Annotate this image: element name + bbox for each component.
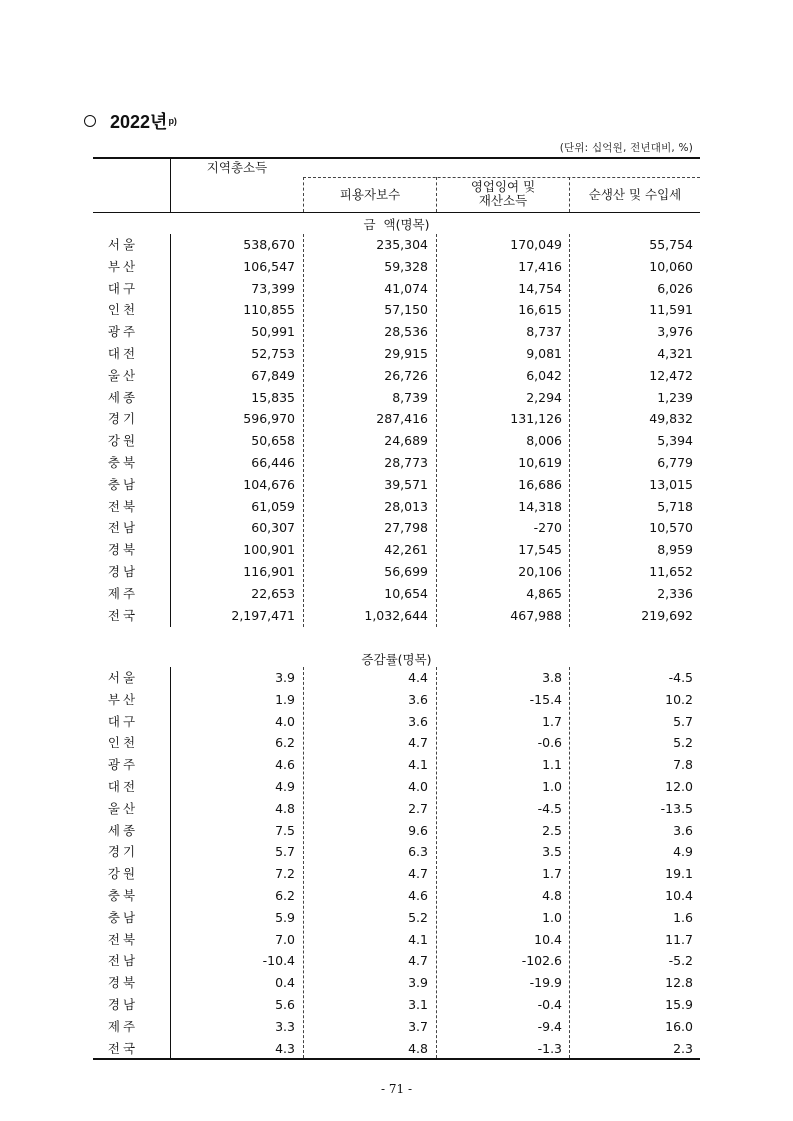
region-name: 전남 <box>107 520 139 536</box>
table-row <box>93 430 700 452</box>
cell-value: 3.6 <box>673 822 693 838</box>
region-name: 경남 <box>107 997 139 1012</box>
cell-value: 67,849 <box>251 367 295 383</box>
cell-value: 9,081 <box>526 346 562 361</box>
cell-value: 131,126 <box>510 411 562 427</box>
cell-value: 17,416 <box>518 258 562 274</box>
cell-value: -10.4 <box>262 953 295 969</box>
unit-note: (단위: 십억원, 전년대비, %) <box>559 142 693 154</box>
region-name: 전국 <box>107 607 139 623</box>
header-operating-surplus-line1: 영업잉여 및 <box>470 179 536 194</box>
region-name: 충북 <box>107 455 139 470</box>
table-row <box>93 452 700 474</box>
cell-value: 5.9 <box>275 909 295 925</box>
cell-value: 55,754 <box>649 237 693 252</box>
cell-value: 50,991 <box>251 324 295 340</box>
table-row <box>93 885 700 907</box>
table-row <box>93 841 700 863</box>
cell-value: 6,779 <box>657 455 693 470</box>
cell-value: 1,032,644 <box>364 607 428 623</box>
cell-value: 219,692 <box>641 607 693 623</box>
region-name: 강원 <box>107 433 139 449</box>
cell-value: 28,536 <box>384 324 428 340</box>
cell-value: 5.6 <box>275 997 295 1012</box>
cell-value: 6.3 <box>408 844 428 860</box>
cell-value: 26,726 <box>384 367 428 383</box>
cell-value: 1.7 <box>542 866 562 882</box>
title-text: 2022년 <box>110 112 168 132</box>
cell-value: 106,547 <box>243 258 295 274</box>
cell-value: 4.6 <box>408 888 428 903</box>
table-row <box>93 907 700 929</box>
cell-value: 1,239 <box>657 389 693 405</box>
table-row <box>93 667 700 689</box>
cell-value: 15,835 <box>251 389 295 405</box>
table-row <box>93 234 700 256</box>
cell-value: 1.6 <box>673 909 693 925</box>
cell-value: 11.7 <box>665 931 693 947</box>
cell-value: 467,988 <box>510 607 562 623</box>
cell-value: 52,753 <box>251 346 295 361</box>
cell-value: 116,901 <box>243 564 295 579</box>
table-row <box>93 517 700 539</box>
cell-value: 4.4 <box>408 670 428 685</box>
page-number: - 71 - <box>380 1082 412 1096</box>
cell-value: 14,318 <box>518 498 562 514</box>
cell-value: 4.8 <box>408 1040 428 1056</box>
cell-value: 39,571 <box>384 476 428 492</box>
title-superscript: p) <box>168 116 177 126</box>
cell-value: 24,689 <box>384 433 428 449</box>
cell-value: 4.1 <box>408 931 428 947</box>
table-row <box>93 798 700 820</box>
cell-value: -0.6 <box>537 735 562 751</box>
cell-value: -5.2 <box>668 953 693 969</box>
cell-value: 4.9 <box>673 844 693 860</box>
cell-value: -4.5 <box>537 800 562 816</box>
region-name: 대전 <box>107 346 139 361</box>
cell-value: 2,197,471 <box>231 607 295 623</box>
cell-value: 3.8 <box>542 670 562 685</box>
cell-value: 100,901 <box>243 542 295 558</box>
header-total: 지역총소득 <box>206 160 268 175</box>
cell-value: 287,416 <box>376 411 428 427</box>
cell-value: -9.4 <box>537 1018 562 1034</box>
cell-value: 57,150 <box>384 302 428 318</box>
cell-value: 11,591 <box>649 302 693 318</box>
region-name: 전국 <box>107 1040 139 1056</box>
cell-value: 7.2 <box>275 866 295 882</box>
region-name: 전남 <box>107 953 139 969</box>
cell-value: 8,006 <box>526 433 562 449</box>
region-name: 대전 <box>107 779 139 794</box>
cell-value: 22,653 <box>251 585 295 601</box>
cell-value: 2.3 <box>673 1040 693 1056</box>
table-row <box>93 929 700 951</box>
cell-value: 3.7 <box>408 1018 428 1034</box>
table-row <box>93 256 700 278</box>
table-row <box>93 863 700 885</box>
cell-value: 42,261 <box>384 542 428 558</box>
cell-value: 7.5 <box>275 822 295 838</box>
cell-value: 61,059 <box>251 498 295 514</box>
region-name: 서울 <box>107 237 139 252</box>
cell-value: 235,304 <box>376 237 428 252</box>
cell-value: 5.2 <box>408 909 428 925</box>
header-bottom-rule <box>93 212 700 213</box>
cell-value: -1.3 <box>537 1040 562 1056</box>
cell-value: 12.8 <box>665 975 693 991</box>
table-row <box>93 387 700 409</box>
cell-value: 7.8 <box>673 757 693 773</box>
cell-value: -4.5 <box>668 670 693 685</box>
table-row <box>93 321 700 343</box>
region-name: 부산 <box>107 258 139 274</box>
cell-value: 10,060 <box>649 258 693 274</box>
cell-value: 4.7 <box>408 735 428 751</box>
cell-value: 9.6 <box>408 822 428 838</box>
cell-value: 4.8 <box>275 800 295 816</box>
table-row <box>93 278 700 300</box>
cell-value: 49,832 <box>649 411 693 427</box>
section-amount-title: 금 액(명목) <box>363 217 430 232</box>
region-name: 세종 <box>107 389 139 405</box>
cell-value: 0.4 <box>275 975 295 991</box>
cell-value: 4.7 <box>408 866 428 882</box>
region-name: 광주 <box>107 757 139 773</box>
cell-value: 2.7 <box>408 800 428 816</box>
table-row <box>93 820 700 842</box>
cell-value: 3,976 <box>657 324 693 340</box>
cell-value: 2.5 <box>542 822 562 838</box>
cell-value: 1.7 <box>542 713 562 729</box>
cell-value: 8,737 <box>526 324 562 340</box>
table-row <box>93 1016 700 1038</box>
cell-value: 59,328 <box>384 258 428 274</box>
cell-value: 5,718 <box>657 498 693 514</box>
region-name: 전북 <box>107 498 139 514</box>
region-name: 경북 <box>107 975 139 991</box>
region-name: 부산 <box>107 691 139 707</box>
region-name: 세종 <box>107 822 139 838</box>
cell-value: 41,074 <box>384 280 428 296</box>
region-name: 울산 <box>107 367 139 383</box>
cell-value: 19.1 <box>665 866 693 882</box>
cell-value: 5,394 <box>657 433 693 449</box>
cell-value: 5.7 <box>673 713 693 729</box>
cell-value: 10.4 <box>665 888 693 903</box>
cell-value: 56,699 <box>384 564 428 579</box>
cell-value: 4.0 <box>275 713 295 729</box>
cell-value: 3.5 <box>542 844 562 860</box>
cell-value: 4.7 <box>408 953 428 969</box>
cell-value: 6.2 <box>275 735 295 751</box>
cell-value: 4.1 <box>408 757 428 773</box>
table-row <box>93 539 700 561</box>
header-operating-surplus-line2: 재산소득 <box>478 193 528 208</box>
circle-bullet-icon <box>84 115 96 127</box>
cell-value: 1.0 <box>542 909 562 925</box>
cell-value: 3.6 <box>408 713 428 729</box>
table-row <box>93 496 700 518</box>
table-row <box>93 561 700 583</box>
region-name: 서울 <box>107 670 139 685</box>
cell-value: -0.4 <box>537 997 562 1012</box>
region-name: 인천 <box>107 302 139 318</box>
cell-value: 20,106 <box>518 564 562 579</box>
table-row <box>93 474 700 496</box>
region-name: 충북 <box>107 888 139 903</box>
cell-value: -270 <box>533 520 562 536</box>
cell-value: 10,570 <box>649 520 693 536</box>
cell-value: 12,472 <box>649 367 693 383</box>
region-name: 인천 <box>107 735 139 751</box>
cell-value: 3.1 <box>408 997 428 1012</box>
cell-value: -19.9 <box>529 975 562 991</box>
cell-value: 5.7 <box>275 844 295 860</box>
table-row <box>93 950 700 972</box>
cell-value: 4,321 <box>657 346 693 361</box>
cell-value: 4.6 <box>275 757 295 773</box>
table-row <box>93 605 700 627</box>
cell-value: -13.5 <box>660 800 693 816</box>
cell-value: 29,915 <box>384 346 428 361</box>
cell-value: 28,773 <box>384 455 428 470</box>
cell-value: 596,970 <box>243 411 295 427</box>
cell-value: 1.0 <box>542 779 562 794</box>
table-row <box>93 994 700 1016</box>
cell-value: 10,654 <box>384 585 428 601</box>
region-name: 광주 <box>107 324 139 340</box>
region-name: 경기 <box>107 844 139 860</box>
header-sub-rule <box>303 177 700 178</box>
cell-value: 4.8 <box>542 888 562 903</box>
cell-value: 6,042 <box>526 367 562 383</box>
cell-value: 15.9 <box>665 997 693 1012</box>
region-name: 충남 <box>107 476 139 492</box>
cell-value: 5.2 <box>673 735 693 751</box>
table-row <box>93 711 700 733</box>
region-name: 전북 <box>107 931 139 947</box>
table-row <box>93 776 700 798</box>
cell-value: 1.9 <box>275 691 295 707</box>
header-compensation: 피용자보수 <box>339 187 401 202</box>
cell-value: 1.1 <box>542 757 562 773</box>
table-row <box>93 689 700 711</box>
cell-value: 12.0 <box>665 779 693 794</box>
region-name: 대구 <box>107 280 139 296</box>
region-name: 경북 <box>107 542 139 558</box>
region-name: 제주 <box>107 585 139 601</box>
cell-value: 16,615 <box>518 302 562 318</box>
page-title <box>84 108 177 134</box>
cell-value: 8,739 <box>392 389 428 405</box>
region-name: 충남 <box>107 909 139 925</box>
cell-value: 10.4 <box>534 931 562 947</box>
table-row <box>93 408 700 430</box>
cell-value: 17,545 <box>518 542 562 558</box>
table-row <box>93 583 700 605</box>
table-row <box>93 972 700 994</box>
cell-value: 4.0 <box>408 779 428 794</box>
section-growth-title: 증감률(명목) <box>361 652 432 667</box>
region-name: 강원 <box>107 866 139 882</box>
cell-value: 3.6 <box>408 691 428 707</box>
region-name: 울산 <box>107 800 139 816</box>
table-row <box>93 754 700 776</box>
cell-value: 13,015 <box>649 476 693 492</box>
cell-value: 16.0 <box>665 1018 693 1034</box>
cell-value: 7.0 <box>275 931 295 947</box>
cell-value: 66,446 <box>251 455 295 470</box>
region-name: 경기 <box>107 411 139 427</box>
cell-value: 3.3 <box>275 1018 295 1034</box>
table-row <box>93 1038 700 1060</box>
cell-value: 4.3 <box>275 1040 295 1056</box>
cell-value: 538,670 <box>243 237 295 252</box>
cell-value: 60,307 <box>251 520 295 536</box>
table-row <box>93 299 700 321</box>
cell-value: 8,959 <box>657 542 693 558</box>
cell-value: 2,294 <box>526 389 562 405</box>
cell-value: 14,754 <box>518 280 562 296</box>
cell-value: 3.9 <box>408 975 428 991</box>
table-row <box>93 732 700 754</box>
cell-value: 73,399 <box>251 280 295 296</box>
cell-value: -15.4 <box>529 691 562 707</box>
cell-value: 10,619 <box>518 455 562 470</box>
cell-value: 4,865 <box>526 585 562 601</box>
table-top-rule <box>93 157 700 159</box>
header-net-production-tax: 순생산 및 수입세 <box>588 187 682 202</box>
cell-value: 110,855 <box>243 302 295 318</box>
header-operating-surplus <box>437 180 569 208</box>
cell-value: 27,798 <box>384 520 428 536</box>
cell-value: 104,676 <box>243 476 295 492</box>
region-name: 경남 <box>107 564 139 579</box>
cell-value: 28,013 <box>384 498 428 514</box>
table-row <box>93 365 700 387</box>
cell-value: -102.6 <box>521 953 562 969</box>
cell-value: 2,336 <box>657 585 693 601</box>
cell-value: 10.2 <box>665 691 693 707</box>
cell-value: 11,652 <box>649 564 693 579</box>
cell-value: 6.2 <box>275 888 295 903</box>
cell-value: 16,686 <box>518 476 562 492</box>
cell-value: 3.9 <box>275 670 295 685</box>
cell-value: 50,658 <box>251 433 295 449</box>
table-row <box>93 343 700 365</box>
cell-value: 6,026 <box>657 280 693 296</box>
cell-value: 170,049 <box>510 237 562 252</box>
cell-value: 4.9 <box>275 779 295 794</box>
region-name: 대구 <box>107 713 139 729</box>
region-name: 제주 <box>107 1018 139 1034</box>
